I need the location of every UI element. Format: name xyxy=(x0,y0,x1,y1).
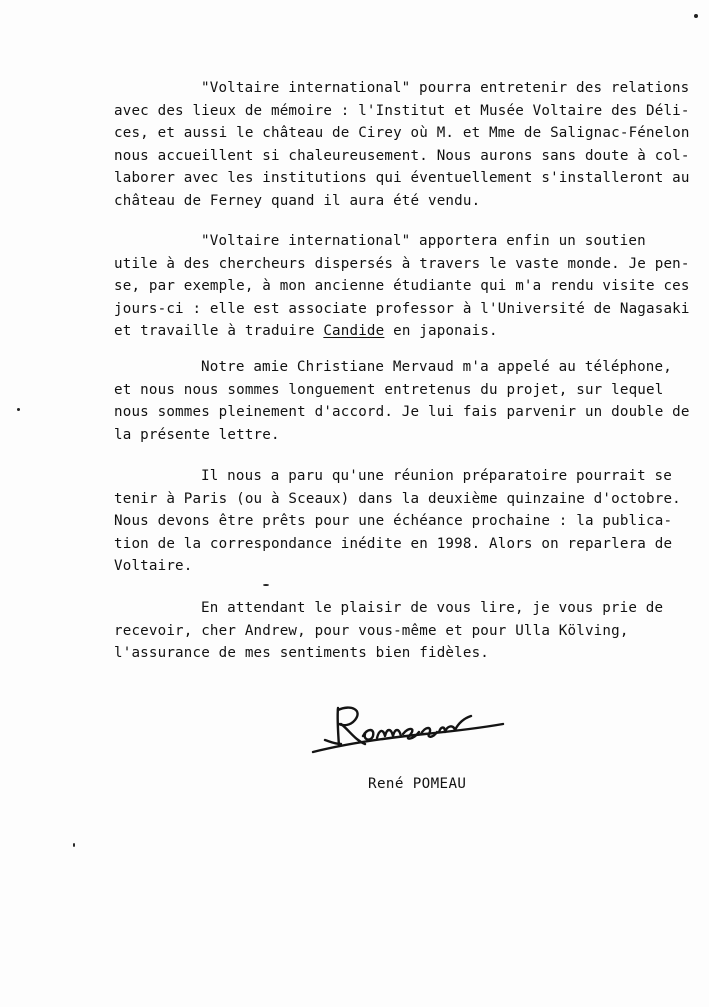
paragraph-line: l'assurance de mes sentiments bien fidèles. xyxy=(114,645,490,662)
paragraph-line: ces, et aussi le château de Cirey où M. et Mme de Salignac-Fénelon xyxy=(114,125,690,142)
paragraph-line: se, par exemple, à mon ancienne étudiante qui m'a rendu visite ces xyxy=(114,278,690,295)
paragraph-line: tenir à Paris (ou à Sceaux) dans la deuxième quinzaine d'octobre. xyxy=(114,490,681,507)
paragraph-line: nous sommes pleinement d'accord. Je lui fais parvenir un double de xyxy=(114,404,690,421)
paragraph-line: utile à des chercheurs dispersés à travers le vaste monde. Je pen- xyxy=(114,255,690,272)
paragraph-line: Nous devons être prêts pour une échéance prochaine : la publica- xyxy=(114,513,673,530)
paragraph-line: et nous nous sommes longuement entretenus du projet, sur lequel xyxy=(114,381,664,398)
paragraph-line: nous accueillent si chaleureusement. Nous aurons sans doute à col- xyxy=(114,147,690,164)
paragraph-line: recevoir, cher Andrew, pour vous-même et pour Ulla Kölving, xyxy=(114,622,629,639)
scan-speck xyxy=(263,584,269,586)
paragraph-line: Notre amie Christiane Mervaud m'a appelé au téléphone, xyxy=(201,359,672,375)
book-title-candide: Candide xyxy=(323,323,385,340)
scan-speck xyxy=(694,14,698,18)
paragraph-line: "Voltaire international" pourra entretenir des relations xyxy=(201,80,690,96)
paragraph-line: avec des lieux de mémoire : l'Institut et Musée Voltaire des Déli- xyxy=(114,102,690,119)
scan-speck xyxy=(73,843,75,847)
paragraph-3 xyxy=(114,356,694,446)
paragraph-line: laborer avec les institutions qui éventuellement s'installeront au xyxy=(114,170,690,187)
paragraph-line: "Voltaire international" apportera enfin un soutien xyxy=(201,233,646,249)
paragraph-line: la présente lettre. xyxy=(114,426,280,443)
paragraph-line: jours-ci : elle est associate professor à l'Université de Nagasaki xyxy=(114,300,690,317)
paragraph-line: En attendant le plaisir de vous lire, je vous prie de xyxy=(201,600,664,616)
paragraph-line: Voltaire. xyxy=(114,558,193,575)
paragraph-line: Il nous a paru qu'une réunion préparatoire pourrait se xyxy=(201,468,672,484)
scan-speck xyxy=(17,408,20,411)
text-after-title: en japonais. xyxy=(384,323,498,340)
paragraph-2 xyxy=(114,230,694,343)
paragraph-1 xyxy=(114,77,694,213)
paragraph-last-line xyxy=(114,320,694,343)
paragraph-line: château de Ferney quand il aura été vendu. xyxy=(114,192,481,209)
paragraph-4 xyxy=(114,465,694,578)
signer-name: René POMEAU xyxy=(368,776,467,792)
text-before-title: et travaille à traduire xyxy=(114,323,324,340)
handwritten-signature xyxy=(305,700,515,770)
paragraph-5 xyxy=(114,597,694,665)
paragraph-line: tion de la correspondance inédite en 1998. Alors on reparlera de xyxy=(114,535,673,552)
